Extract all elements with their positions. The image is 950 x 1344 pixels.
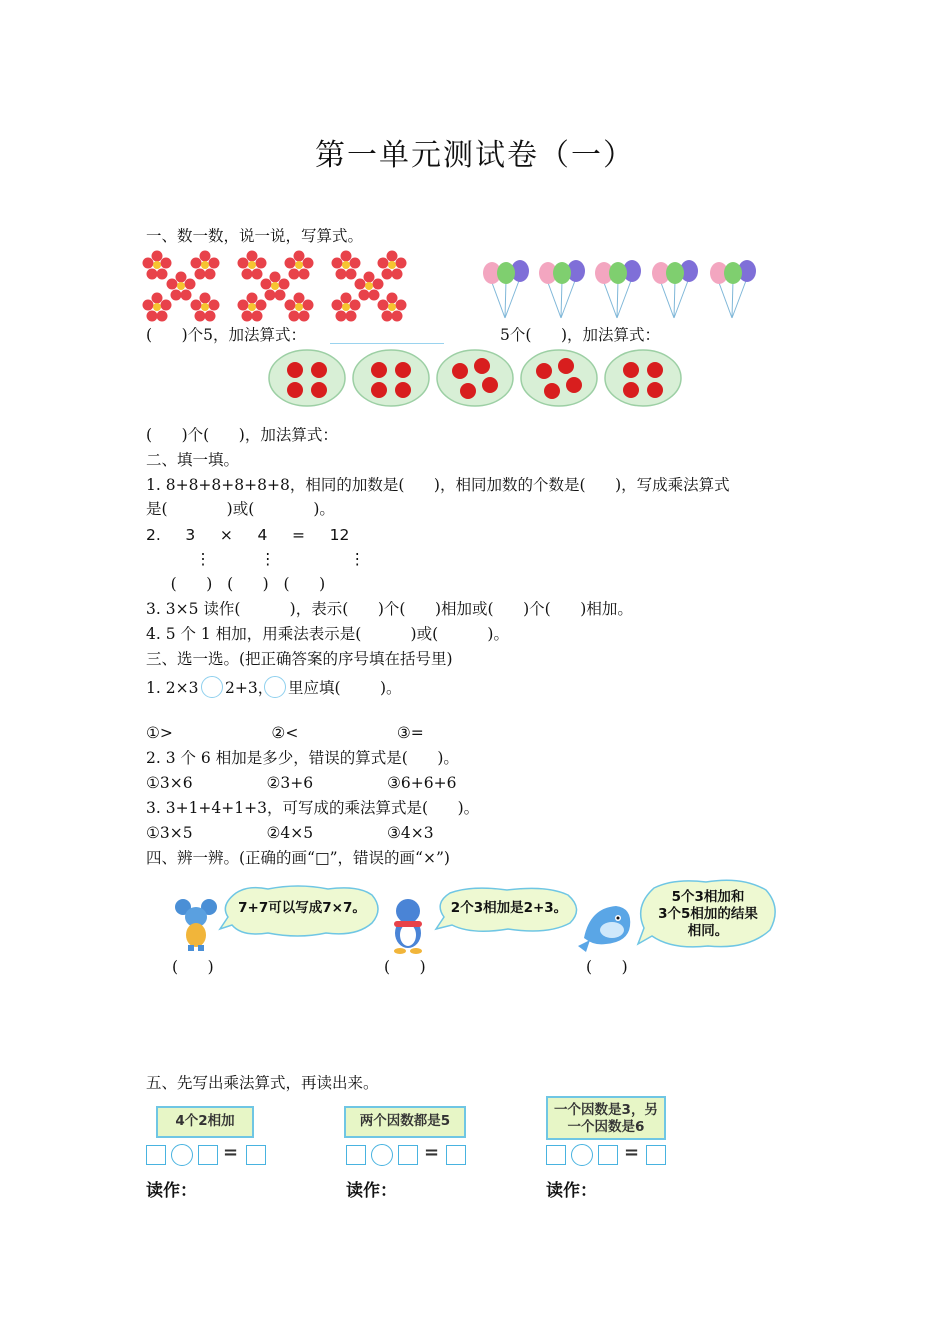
flower-icon: [237, 292, 267, 322]
flower-icon: [377, 292, 407, 322]
answer-box[interactable]: [146, 1145, 166, 1165]
operator-circle[interactable]: [371, 1144, 393, 1166]
s2-q2-dots: ⋮ ⋮ ⋮: [146, 550, 365, 568]
answer-box[interactable]: [598, 1145, 618, 1165]
s2-q1-line1: 1. 8+8+8+8+8+8，相同的加数是( )，相同加数的个数是( )，写成乘法算式: [146, 476, 730, 494]
s1-apple-question: ( )个( )，加法算式：: [146, 426, 338, 444]
bubble-text-3: 5个3相加和 3个5相加的结果 相同。: [658, 889, 758, 939]
equals-sign: =: [424, 1142, 440, 1163]
s3-q3-options: ①3×5 ②4×5 ③4×3: [146, 824, 434, 842]
balloons-icon: [708, 260, 758, 320]
judge-paren-3: ( ): [586, 958, 628, 976]
judge-paren-2: ( ): [384, 958, 426, 976]
s3-q1-part3: 里应填( )。: [288, 679, 402, 697]
read-label: 读作：: [146, 1181, 197, 1201]
balloons-icon: [481, 260, 531, 320]
s1-balloon-question: 5个( )，加法算式：: [500, 326, 661, 344]
operator-circle[interactable]: [171, 1144, 193, 1166]
balloons-icon: [650, 260, 700, 320]
condition-card-2: 两个因数都是5: [344, 1106, 466, 1138]
section2-heading: 二、填一填。: [146, 451, 240, 469]
read-label: 读作：: [346, 1181, 397, 1201]
answer-box[interactable]: [446, 1145, 466, 1165]
s3-q1-part2: 2+3，: [225, 679, 274, 697]
read-label: 读作：: [546, 1181, 597, 1201]
apple-plate-icon: [268, 349, 346, 407]
s3-q1-part1: 1. 2×3: [146, 679, 199, 697]
compare-circle[interactable]: [201, 676, 223, 698]
equals-sign: =: [624, 1142, 640, 1163]
s2-q1-line2: 是( )或( )。: [146, 500, 335, 518]
bubble-text-1: 7+7可以写成7×7。: [238, 900, 366, 916]
answer-line: [330, 343, 444, 344]
penguin-character-icon: [384, 895, 430, 955]
section3-heading: 三、选一选。(把正确答案的序号填在括号里): [146, 650, 453, 668]
section5-heading: 五、先写出乘法算式，再读出来。: [146, 1074, 379, 1092]
answer-box[interactable]: [546, 1145, 566, 1165]
flower-icon: [190, 292, 220, 322]
apple-plate-icon: [352, 349, 430, 407]
s2-q2-parens: ( ) ( ) ( ): [146, 575, 326, 593]
answer-box[interactable]: [246, 1145, 266, 1165]
page-title: 第一单元测试卷（一）: [315, 138, 635, 173]
answer-box[interactable]: [398, 1145, 418, 1165]
s2-q3: 3. 3×5 读作( )，表示( )个( )相加或( )个( )相加。: [146, 600, 633, 618]
flower-icon: [284, 292, 314, 322]
answer-box[interactable]: [198, 1145, 218, 1165]
s2-q2-equation: 2. 3 × 4 = 12: [146, 526, 350, 544]
s3-q3: 3. 3+1+4+1+3，可写成的乘法算式是( )。: [146, 799, 480, 817]
s3-q2: 2. 3 个 6 相加是多少，错误的算式是( )。: [146, 749, 459, 767]
condition-card-1: 4个2相加: [156, 1106, 254, 1138]
condition-card-3: 一个因数是3，另 一个因数是6: [546, 1096, 666, 1140]
balloons-icon: [537, 260, 587, 320]
answer-box[interactable]: [346, 1145, 366, 1165]
mouse-character-icon: [174, 895, 218, 953]
flower-icon: [142, 292, 172, 322]
s3-q1-options: ①> ②< ③=: [146, 724, 424, 742]
balloons-icon: [593, 260, 643, 320]
flower-icon: [331, 292, 361, 322]
section4-heading: 四、辨一辨。(正确的画“□”，错误的画“×”): [146, 849, 450, 867]
apple-plate-icon: [604, 349, 682, 407]
equals-sign: =: [223, 1142, 239, 1163]
compare-circle: [264, 676, 286, 698]
dolphin-character-icon: [576, 898, 636, 954]
apple-plate-icon: [436, 349, 514, 407]
judge-paren-1: ( ): [172, 958, 214, 976]
apple-plate-icon: [520, 349, 598, 407]
operator-circle[interactable]: [571, 1144, 593, 1166]
s2-q4: 4. 5 个 1 相加，用乘法表示是( )或( )。: [146, 625, 509, 643]
s3-q2-options: ①3×6 ②3+6 ③6+6+6: [146, 774, 457, 792]
answer-box[interactable]: [646, 1145, 666, 1165]
bubble-text-2: 2个3相加是2+3。: [450, 900, 568, 916]
s1-flower-question: ( )个5，加法算式：: [146, 326, 307, 344]
section1-heading: 一、数一数，说一说，写算式。: [146, 227, 364, 245]
